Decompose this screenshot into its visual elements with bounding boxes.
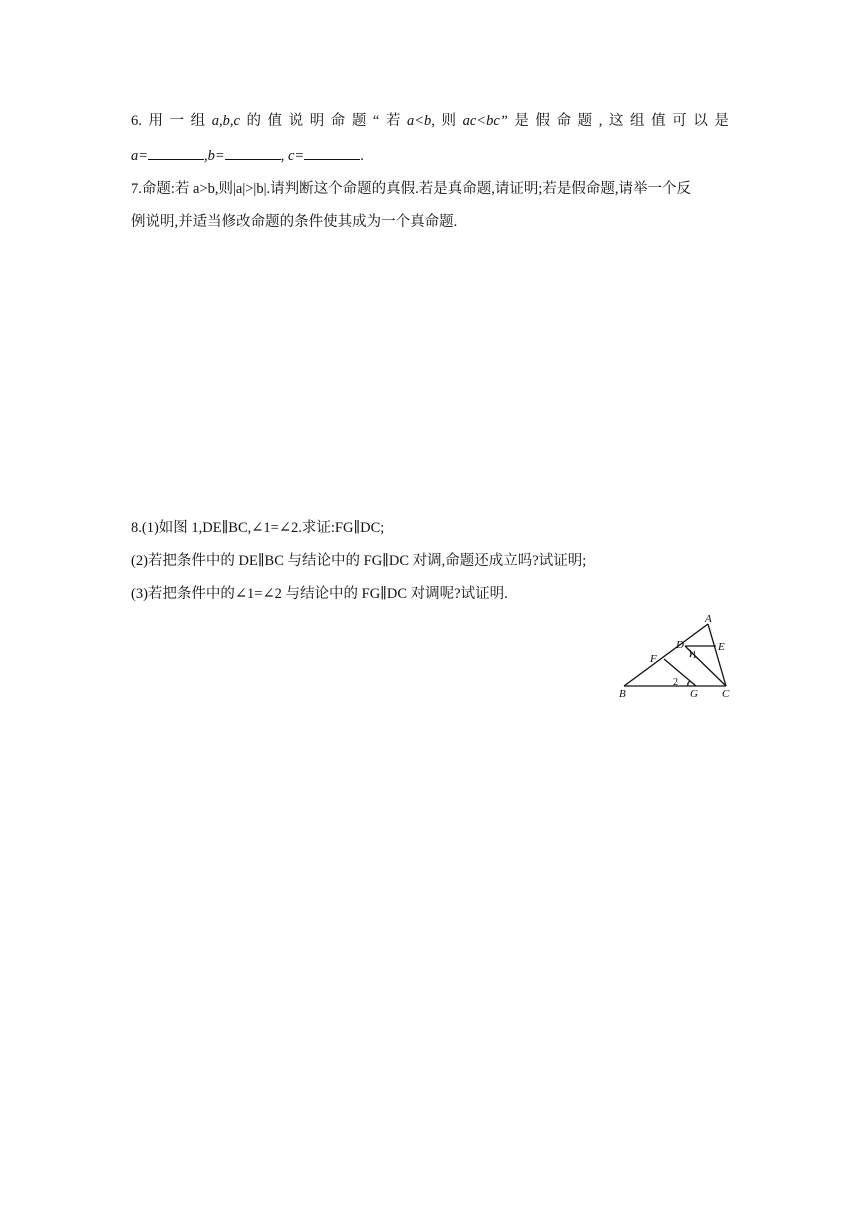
q6-line2 (131, 146, 364, 166)
q6-token: a<b, (407, 113, 435, 129)
triangle-figure (612, 610, 742, 702)
q6-token: 值 (651, 113, 666, 129)
q6-a-blank[interactable] (148, 146, 204, 160)
q6-token: “ (372, 113, 380, 129)
label-e: E (718, 641, 725, 653)
q6-c-label: , c= (280, 148, 305, 164)
q6-token: 值 (267, 113, 283, 129)
q6-token: ac<bc” (462, 113, 508, 129)
q6-b-blank[interactable] (225, 146, 281, 160)
label-c: C (722, 688, 730, 700)
q6-token: 这 (608, 113, 624, 129)
q6-token: 题 (577, 113, 593, 129)
label-angle-2: 2 (673, 677, 678, 688)
label-f: F (650, 653, 657, 665)
q6-token: 以 (693, 113, 708, 129)
q6-token: 则 (441, 113, 457, 129)
q6-token: 组 (630, 113, 645, 129)
q6-end: . (360, 148, 364, 164)
q8-part2: (2)若把条件中的 DE∥BC 与结论中的 FG∥DC 对调,命题还成立吗?试证明; (131, 553, 587, 569)
q6-token: 用 (148, 113, 163, 129)
q6-token: 6. (131, 113, 142, 129)
q6-a-label: a= (131, 148, 149, 164)
q6-token: a,b,c (211, 113, 240, 129)
label-angle-1: 1 (692, 650, 697, 661)
label-g: G (690, 688, 698, 700)
q6-token: 组 (190, 113, 206, 129)
q6-token: 题 (351, 113, 367, 129)
q6-token: 命 (330, 113, 346, 129)
q6-token: 一 (169, 113, 185, 129)
q6-token: 假 (535, 113, 550, 129)
q6-c-blank[interactable] (304, 146, 360, 160)
label-a: A (705, 613, 712, 625)
angle-2-arc (688, 681, 690, 686)
q7-line1: 7.命题:若 a>b,则|a|>|b|.请判断这个命题的真假.若是真命题,请证明;若是假命题,请举一个反 (131, 181, 692, 197)
label-b: B (619, 688, 626, 700)
q6-token: 若 (385, 113, 401, 129)
angle-1-arc (690, 650, 691, 657)
q8-part3: (3)若把条件中的∠1=∠2 与结论中的 FG∥DC 对调呢?试证明. (131, 586, 508, 602)
q6-token: , (598, 113, 603, 129)
q6-line1 (131, 111, 729, 131)
q7-line2: 例说明,并适当修改命题的条件使其成为一个真命题. (131, 214, 458, 230)
label-d: D (676, 639, 684, 651)
q6-b-label: ,b= (204, 148, 225, 164)
q6-token: 说 (288, 113, 304, 129)
q6-token: 明 (309, 113, 325, 129)
q8-part1: 8.(1)如图 1,DE∥BC,∠1=∠2.求证:FG∥DC; (131, 520, 385, 536)
q6-token: 命 (556, 113, 572, 129)
q6-token: 的 (246, 113, 261, 129)
q6-token: 是 (714, 113, 729, 129)
segment-fg (664, 659, 696, 686)
q6-token: 是 (514, 113, 529, 129)
q6-token: 可 (672, 113, 687, 129)
